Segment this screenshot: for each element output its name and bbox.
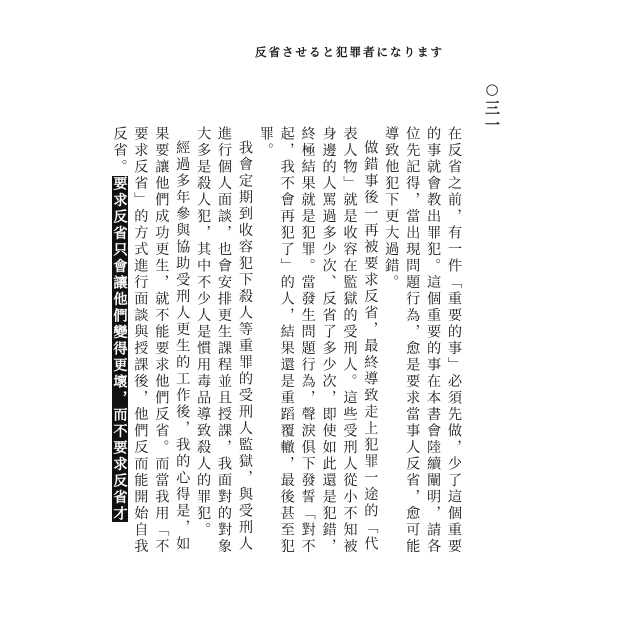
paragraph-text: 經過多年參與協助受刑人更生的工作後，我的心得是，如果要讓他們成功更生，就不能要求他們反省。而當我用「不要求反省」的方式進行面談與授課後，他們反而能開始自我反省。 bbox=[111, 126, 191, 555]
paragraph bbox=[109, 126, 193, 566]
highlighted-text: 要求反省只會讓他們變得更壞，而不要求反省才 bbox=[111, 175, 128, 522]
body-text bbox=[111, 126, 464, 566]
paragraph: 在反省之前，有一件「重要的事」必須先做，少了這個重要的事就會教出罪犯。這個重要的事在本書會陸續闡明，請各位先記得，當出現問題行為，愈是要求當事人反省，愈可能導致他犯下更大過錯。 bbox=[383, 126, 462, 555]
page-number: ○三一 bbox=[483, 80, 501, 134]
paragraph: 做錯事後一再被要求反省，最終導致走上犯罪一途的「代表人物」就是收容在監獄的受刑人。這些受刑人從小不知被身邊的人罵過多少次、反省了多少次，即使如此還是犯錯，終極結果就是犯罪。當發生問題行為，聲淚俱下發誓「對不起，我不會再犯了」的人，結果還是重蹈覆轍，最後甚至犯罪。 bbox=[257, 126, 379, 555]
running-header: 反省させると犯罪者になります bbox=[255, 45, 444, 59]
paragraph: 我會定期到收容犯下殺人等重罪的受刑人監獄，與受刑人進行個人面談，也會安排更生課程並且授課，我面對的對象大多是殺人犯，其中不少人是慣用毒品導致殺人的罪犯。 bbox=[195, 126, 253, 555]
